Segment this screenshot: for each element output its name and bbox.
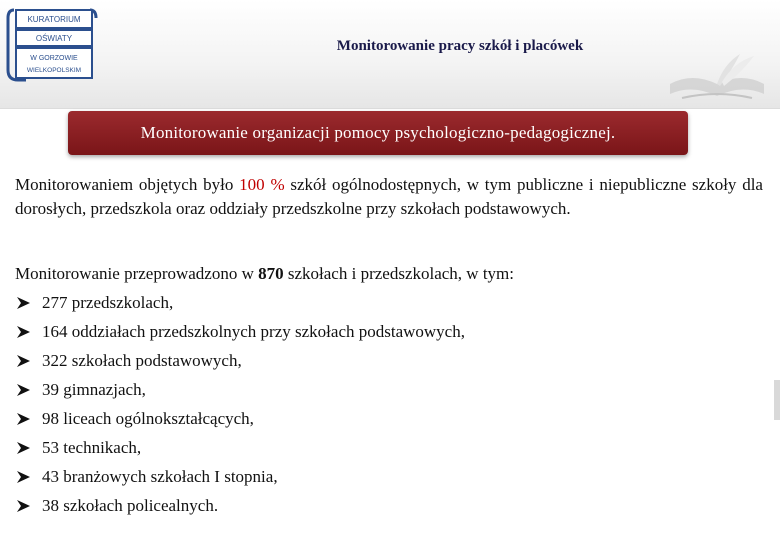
school-count: 870 xyxy=(258,264,284,283)
intro-text-start: Monitorowaniem objętych było xyxy=(15,175,240,194)
logo-line-1: KURATORIUM xyxy=(27,15,81,24)
banner-title: Monitorowanie organizacji pomocy psychologiczno-pedagogicznej. xyxy=(140,123,616,142)
arrow-bullet-icon xyxy=(15,440,31,456)
list-item-text: 53 technikach, xyxy=(42,438,142,457)
list-item xyxy=(15,375,465,404)
list-item-text: 322 szkołach podstawowych, xyxy=(42,351,242,370)
arrow-bullet-icon xyxy=(15,469,31,485)
arrow-bullet-icon xyxy=(15,411,31,427)
open-book-icon xyxy=(662,44,772,108)
section-banner xyxy=(68,111,688,155)
list-item xyxy=(15,288,465,317)
header-bar xyxy=(0,0,780,109)
lead-text-start: Monitorowanie przeprowadzono w xyxy=(15,264,259,283)
list-item-text: 277 przedszkolach, xyxy=(42,293,174,312)
arrow-bullet-icon xyxy=(15,324,31,340)
logo-line-2: OŚWIATY xyxy=(35,34,73,43)
list-item xyxy=(15,317,465,346)
logo-line-3: W GORZOWIE xyxy=(30,55,78,62)
list-item xyxy=(15,491,465,520)
list-item xyxy=(15,404,465,433)
list-item-text: 38 szkołach policealnych. xyxy=(42,496,219,515)
school-type-list xyxy=(15,288,465,520)
arrow-bullet-icon xyxy=(15,353,31,369)
edge-decoration xyxy=(774,380,780,420)
intro-paragraph xyxy=(15,173,763,221)
logo-line-4: WIELKOPOLSKIM xyxy=(26,67,82,74)
arrow-bullet-icon xyxy=(15,295,31,311)
page-title: Monitorowanie pracy szkół i placówek xyxy=(336,38,584,54)
list-item xyxy=(15,346,465,375)
arrow-bullet-icon xyxy=(15,498,31,514)
lead-paragraph xyxy=(15,262,763,286)
lead-text-end: szkołach i przedszkolach, w tym: xyxy=(283,264,514,283)
kuratorium-logo xyxy=(4,4,100,84)
arrow-bullet-icon xyxy=(15,382,31,398)
intro-text-end: szkół ogólnodostępnych, w tym publiczne i niepubliczne szkoły dla dorosłych, przedszkola oraz oddziały przedszkolne przy szkołach podstawowych. xyxy=(15,175,763,218)
coverage-percentage: 100 % xyxy=(239,175,285,194)
list-item xyxy=(15,433,465,462)
list-item-text: 98 liceach ogólnokształcących, xyxy=(42,409,254,428)
list-item xyxy=(15,462,465,491)
list-item-text: 43 branżowych szkołach I stopnia, xyxy=(42,467,278,486)
list-item-text: 164 oddziałach przedszkolnych przy szkołach podstawowych, xyxy=(42,322,465,341)
list-item-text: 39 gimnazjach, xyxy=(42,380,146,399)
